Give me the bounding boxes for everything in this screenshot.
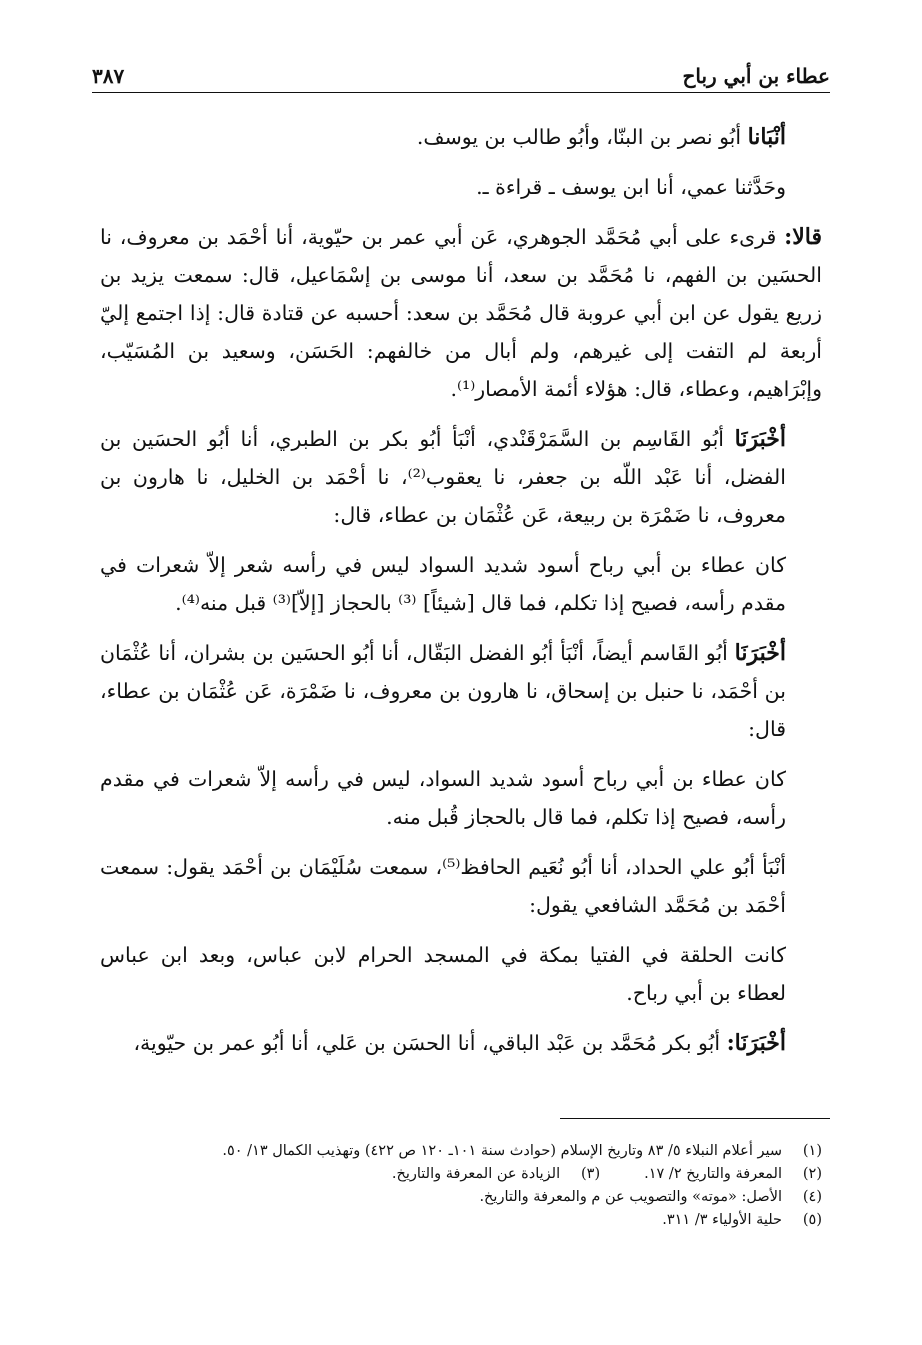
footnote-text: حلية الأولياء ٣/ ٣١١. — [662, 1212, 782, 1228]
running-head — [92, 58, 830, 93]
paragraph-7 — [100, 760, 822, 836]
paragraph-text: وحَدَّثنا عمي، أنا ابن يوسف ـ قراءة ـ. — [476, 175, 786, 199]
footnote-number: (٣) — [580, 1166, 601, 1182]
keyword: أخْبَرَنَا: — [726, 1030, 786, 1056]
footnotes — [100, 1140, 822, 1232]
main-text — [100, 118, 822, 1074]
keyword: أنْبَانا — [747, 124, 786, 150]
paragraph-text: أبُو القَاسِم بن السَّمَرْقَنْدي، أنْبَأ أبُو بكر بن الطبري، أنا أبُو الحسَين بن الفضل، أنا عَبْد اللّه بن جعفر، نا يعقوب⁽²⁾، نا أحْمَد بن الخليل، نا هارون بن معروف، نا ضَمْرَة بن ربيعة، عَن عُثْمَان بن عطاء، قال: — [100, 427, 786, 527]
paragraph-text: أبُو بكر مُحَمَّد بن عَبْد الباقي، أنا الحسَن بن عَلي، أنا أبُو عمر بن حيّوية، — [133, 1031, 727, 1055]
paragraph-2 — [100, 168, 822, 206]
paragraph-text: أنْبَأ أبُو علي الحداد، أنا أبُو نُعَيم الحافظ⁽⁵⁾، سمعت سُلَيْمَان بن أحْمَد يقول: سمعت أحْمَد بن مُحَمَّد الشافعي يقول: — [100, 855, 786, 917]
paragraph-8 — [100, 848, 822, 924]
paragraph-5 — [100, 546, 822, 622]
paragraph-text: أبُو نصر بن البنّا، وأبُو طالب بن يوسف. — [416, 125, 748, 149]
page-number: ٣٨٧ — [92, 64, 125, 88]
footnote-divider — [560, 1118, 830, 1119]
keyword: أخْبَرَنَا — [734, 426, 786, 452]
footnote-text: المعرفة والتاريخ ٢/ ١٧. — [644, 1166, 782, 1182]
paragraph-3 — [100, 218, 822, 408]
footnote-row — [100, 1163, 822, 1186]
paragraph-text: كانت الحلقة في الفتيا بمكة في المسجد الحرام لابن عباس، وبعد ابن عباس لعطاء بن أبي رباح. — [100, 943, 786, 1005]
paragraph-9 — [100, 936, 822, 1012]
paragraph-6 — [100, 634, 822, 748]
footnote-number: (٥) — [802, 1212, 822, 1228]
footnote-4 — [100, 1186, 822, 1209]
footnote-1 — [100, 1140, 822, 1163]
footnote-text: سير أعلام النبلاء ٥/ ٨٣ وتاريخ الإسلام (حوادث سنة ١٠١ـ ١٢٠ ص ٤٢٢) وتهذيب الكمال ١٣/ ٥٠. — [222, 1143, 782, 1159]
footnote-number: (٤) — [802, 1189, 822, 1205]
footnote-text: الزيادة عن المعرفة والتاريخ. — [391, 1166, 561, 1182]
running-title: عطاء بن أبي رباح — [682, 64, 830, 88]
paragraph-text: كان عطاء بن أبي رباح أسود شديد السواد، ليس في رأسه إلاّ شعرات في مقدم رأسه، فصيح إذا تكلم، فما قال بالحجاز قُبل منه. — [100, 767, 786, 829]
footnote-number: (٢) — [802, 1166, 822, 1182]
paragraph-4 — [100, 420, 822, 534]
keyword: أخْبَرَنَا — [734, 640, 786, 666]
footnote-number: (١) — [802, 1143, 822, 1159]
keyword: قالا: — [784, 224, 822, 250]
paragraph-text: قرىء على أبي مُحَمَّد الجوهري، عَن أبي عمر بن حيّوية، أنا أحْمَد بن معروف، نا الحسَين بن الفهم، نا مُحَمَّد بن سعد، أنا موسى بن إسْمَاعيل، قال: سمعت يزيد بن زريع يقول عن ابن أبي عروبة قال مُحَمَّد بن سعد: أحسبه عن قتادة قال: إذا اجتمع إليّ أربعة لم التفت إلى غيرهم، ولم أبال من خالفهم: الحَسَن، وسعيد بن المُسَيّب، وإبْرَاهيم، وعطاء، قال: هؤلاء أئمة الأمصار⁽¹⁾. — [100, 225, 822, 401]
paragraph-1 — [100, 118, 822, 156]
footnote-3 — [392, 1163, 600, 1186]
footnote-text: الأصل: «موته» والتصويب عن م والمعرفة والتاريخ. — [479, 1189, 782, 1205]
paragraph-text: أبُو القَاسم أيضاً، أنْبَأ أبُو الفضل البَقّال، أنا أبُو الحسَين بن بشران، أنا عُثْمَان بن أحْمَد، نا حنبل بن إسحاق، نا هارون بن معروف، نا ضَمْرَة، عَن عُثْمَان بن عطاء، قال: — [100, 641, 786, 741]
footnote-2 — [644, 1163, 822, 1186]
paragraph-10 — [100, 1024, 822, 1062]
footnote-5 — [100, 1209, 822, 1232]
paragraph-text: كان عطاء بن أبي رباح أسود شديد السواد ليس في رأسه شعر إلاّ شعرات في مقدم رأسه، فصيح إذا تكلم، فما قال [شيئاً] ⁽³⁾ بالحجاز [إلاّ]⁽³⁾ قبل منه⁽⁴⁾. — [100, 553, 786, 615]
